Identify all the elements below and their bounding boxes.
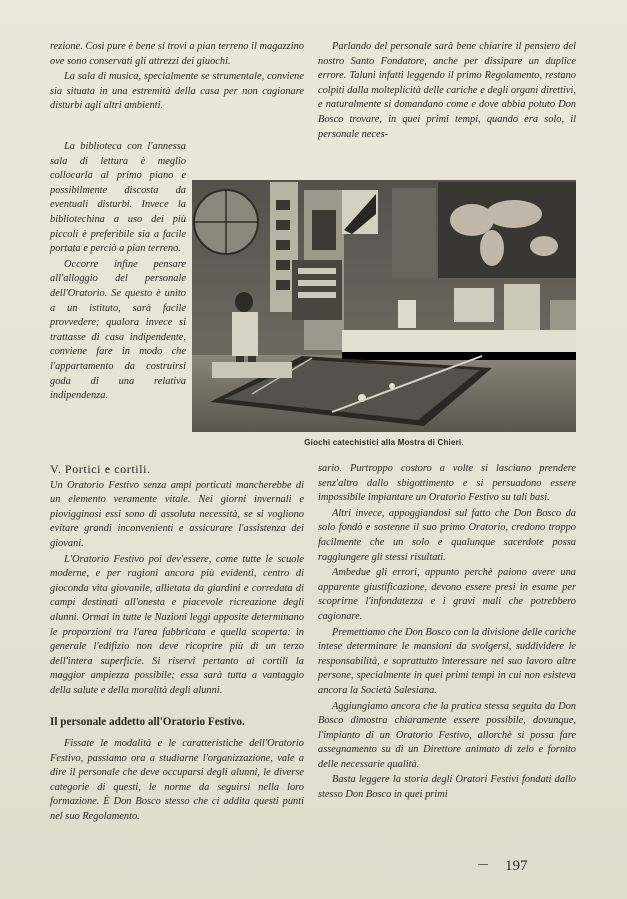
paragraph: Basta leggere la storia degli Oratori Festivi fondati dallo stesso Don Bosco in quei primi: [318, 774, 576, 801]
paragraph: La biblioteca con l'annessa sala di lettura è meglio collocarla al primo piano e possibilmente discosta da eventuali disturbi. Invece la bibliotechina a uso dei più piccoli è preferibile sia a facile portata e perciò a pian terreno.: [50, 141, 186, 255]
left-column-bottom: [50, 462, 304, 826]
right-column-top: [318, 40, 576, 143]
paragraph: Altri invece, appoggiandosi sul fatto che Don Bosco da solo fondò e sostenne il suo primo Oratorio, credono troppo facilmente che un solo e qualunque sacerdote possa raggiungere gli stessi risultati.: [318, 507, 576, 563]
page-dash: [478, 864, 488, 865]
photo-caption: Giochi catechistici alla Mostra di Chieri.: [304, 438, 464, 447]
left-column-wrap: [50, 140, 186, 405]
paragraph: Occorre infine pensare all'alloggio del personale dell'Oratorio. Se questo è unito a un istituto, sarà facile provvedere; qualora invece si trattasse di casa indipendente, conviene fare in modo che l'appartamento da costruirsi goda di una relativa indipendenza.: [50, 258, 186, 402]
page-number: 197: [505, 858, 528, 874]
section-heading-v: V. Portici e cortili.: [50, 462, 151, 476]
paragraph: La sala di musica, specialmente se strumentale, conviene sia situata in una estremità della casa per non cagionare disturbi agli altri ambienti.: [50, 71, 304, 112]
paragraph: Fissate le modalità e le caratteristiche dell'Oratorio Festivo, passiamo ora a studiarne l'organizzazione, vale a dire il personale che deve occuparsi degli alunni, le diverse categorie di questi, le norme da seguirsi nella loro formazione. È Don Bosco stesso che ci addita questi punti nel suo Regolamento.: [50, 738, 304, 823]
paragraph: rezione. Così pure è bene si trovi a pian terreno il magazzino ove sono conservati gli attrezzi dei giuochi.: [50, 41, 304, 67]
section-heading-personale: Il personale addetto all'Oratorio Festivo.: [50, 715, 245, 728]
paragraph: Premettiamo che Don Bosco con la divisione delle cariche intese determinare le mansioni da svolgersi, suddividere le responsabilità, e soprattutto interessare nel suo lavoro altre persone, specialmente in quei primi tempi in cui non esisteva ancora la Società Salesiana.: [318, 626, 576, 696]
paragraph: Ambedue gli errori, appunto perchè paiono avere una apparente giustificazione, devono essere presi in esame per scoprirne l'infondatezza e i gravi mali che potrebbero cagionare.: [318, 567, 576, 622]
paragraph: L'Oratorio Festivo poi dev'essere, come tutte le scuole moderne, e per ragioni ancora più evidenti, centro di gioconda vita giovanile, allietata da giardini e corredata di campi destinati all'onesta e piacevole ricreazione degli alunni. Ormai in tutte le Nazioni leggi apposite determinano le proporzioni tra l'area fabbricata e quella scoperta: in generale l'edifizio non deve ricoprire più di un terzo dell'intera superficie. Si riservi pertanto ai cortili la maggior ampiezza possibile; essa sarà tutta a vantaggio della salute e della moralità degli alunni.: [50, 553, 304, 696]
exhibition-photo: [192, 180, 576, 432]
paragraph: Un Oratorio Festivo senza ampi porticati mancherebbe di un elemento veramente vitale. Nei giorni invernali e piovigginosi essi sono di assoluta necessità, se si vogliono evitare grandi inconvenienti e assicurare l'assistenza dei giovani.: [50, 479, 304, 549]
paragraph: Parlando del personale sarà bene chiarire il pensiero del nostro Santo Fondatore, anche per dissipare un duplice errore. Taluni infatti leggendo il primo Regolamento, restano colpiti dalla molteplicità delle cariche e degli organi direttivi, e naturalmente si domandano come e dove abbia potuto Don Bosco trovare, in quei primi tempi, quando era solo, il personale neces-: [318, 41, 576, 140]
paragraph: sario. Purtroppo costoro a volte si lasciano prendere senz'altro dallo sbigottimento e si persuadono essere impossibile impiantare un Oratorio Festivo su tali basi.: [318, 463, 576, 504]
right-column-bottom: [318, 462, 576, 804]
paragraph: Aggiungiamo ancora che la pratica stessa seguita da Don Bosco dimostra chiaramente essere possibile, dovunque, l'impianto di un Oratorio Festivo, allorchè si possa fare assegnamento su di un Direttore animato di zelo e fornito delle necessarie qualità.: [318, 700, 576, 770]
left-column-top: [50, 40, 304, 115]
